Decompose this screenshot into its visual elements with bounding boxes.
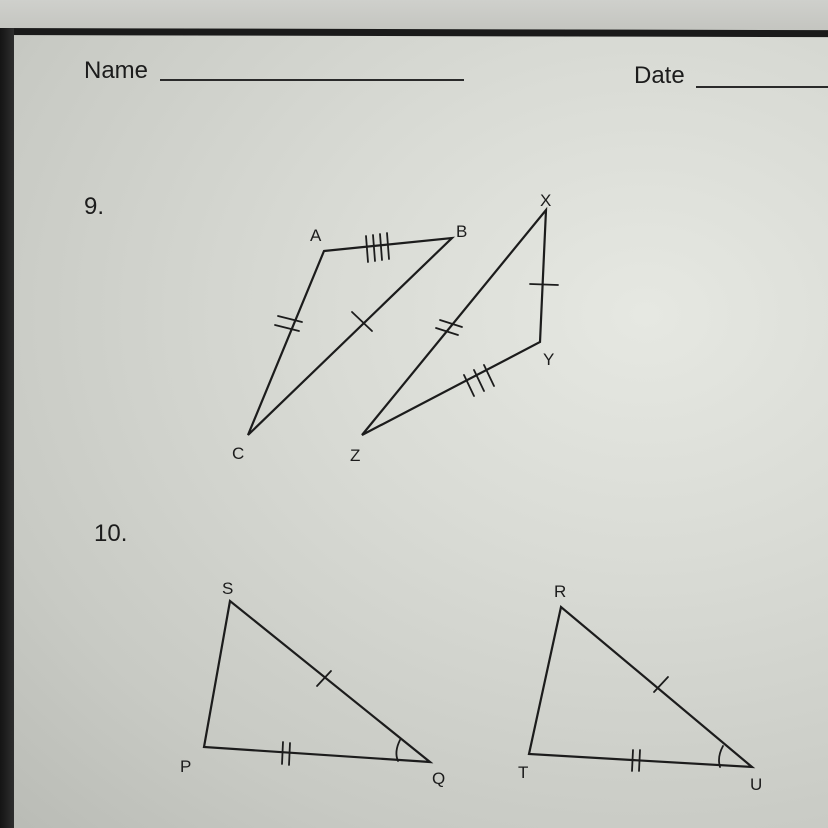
vertex-label-t: T bbox=[518, 763, 529, 782]
vertex-label-y: Y bbox=[543, 350, 555, 369]
vertex-label-q: Q bbox=[432, 769, 446, 788]
vertex-label-s: S bbox=[222, 579, 234, 598]
vertex-label-r: R bbox=[554, 582, 567, 601]
vertex-label-a: A bbox=[310, 226, 322, 245]
triangle-spq bbox=[204, 601, 430, 765]
problem-number-10: 10. bbox=[94, 520, 128, 547]
tick-marks-ab bbox=[366, 233, 389, 262]
vertex-label-u: U bbox=[750, 775, 763, 794]
triangle-spq-outline bbox=[204, 601, 430, 762]
triangle-rtu-outline bbox=[529, 607, 752, 767]
name-label: Name bbox=[84, 57, 149, 84]
vertex-label-z: Z bbox=[350, 446, 361, 465]
angle-arc-q bbox=[396, 740, 400, 761]
vertex-label-x: X bbox=[540, 191, 552, 210]
triangle-abc-outline bbox=[248, 238, 452, 435]
date-label: Date bbox=[634, 62, 685, 89]
vertex-label-p: P bbox=[180, 757, 192, 776]
problem-number-9: 9. bbox=[84, 193, 105, 220]
tick-mark-xy bbox=[530, 284, 558, 285]
angle-arc-u bbox=[719, 746, 723, 767]
tick-mark-bc bbox=[352, 312, 372, 331]
tick-marks-ac bbox=[275, 316, 302, 331]
triangle-rtu bbox=[529, 607, 752, 771]
vertex-label-b: B bbox=[456, 222, 468, 241]
vertex-label-c: C bbox=[232, 444, 245, 463]
